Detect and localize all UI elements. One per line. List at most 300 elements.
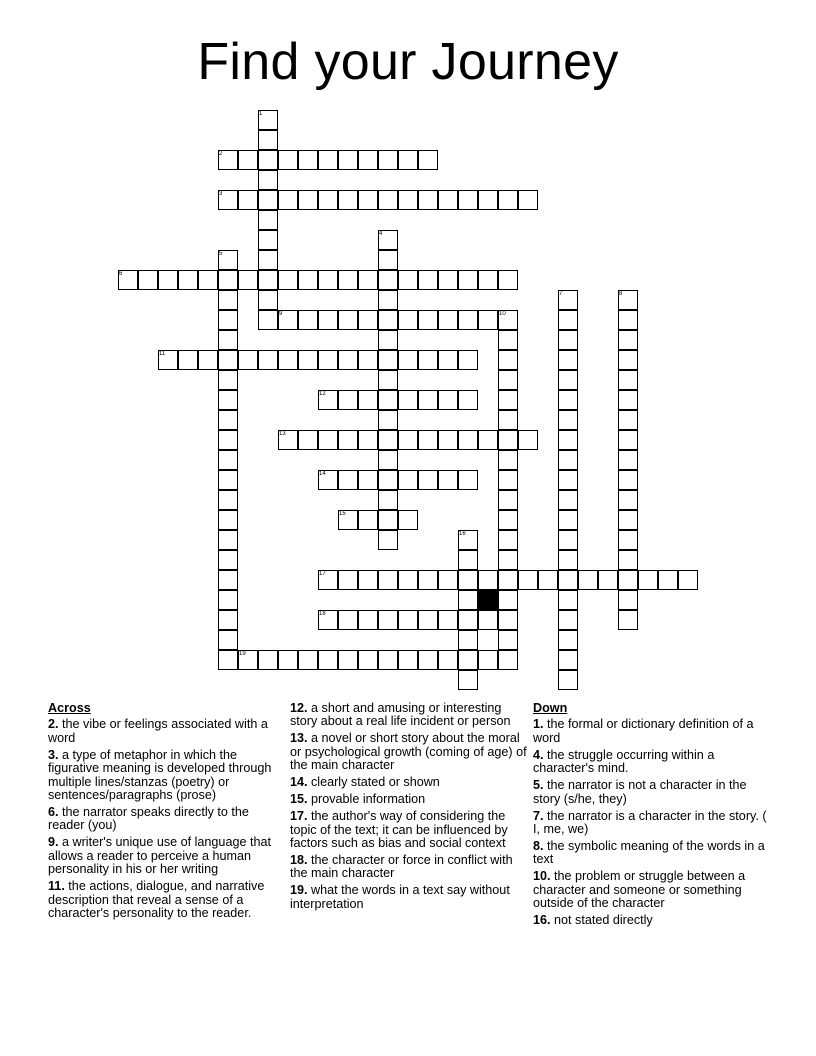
clue-text: the actions, dialogue, and narrative description that reveal a sense of a character's personality to the reader.: [48, 879, 265, 921]
across-clues-column-1: [48, 702, 288, 924]
clue-number: 18.: [290, 853, 308, 868]
crossword-cell[interactable]: [558, 430, 578, 450]
cell-number-3: 3: [219, 191, 223, 197]
crossword-cell[interactable]: [418, 150, 438, 170]
crossword-cell[interactable]: [238, 190, 258, 210]
cell-number-16: 16: [459, 531, 466, 537]
cell-number-10: 10: [499, 311, 506, 317]
crossword-cell[interactable]: [398, 190, 418, 210]
crossword-cell[interactable]: [258, 230, 278, 250]
clue-number: 1.: [533, 717, 544, 732]
crossword-cell[interactable]: [398, 610, 418, 630]
crossword-cell[interactable]: [378, 370, 398, 390]
crossword-cell[interactable]: [558, 650, 578, 670]
cell-number-2: 2: [219, 151, 223, 157]
crossword-cell[interactable]: [318, 270, 338, 290]
crossword-cell[interactable]: [218, 550, 238, 570]
crossword-cell[interactable]: [378, 290, 398, 310]
clue-number: 5.: [533, 778, 544, 793]
crossword-cell[interactable]: [278, 650, 298, 670]
crossword-cell[interactable]: [358, 150, 378, 170]
clue-text: the narrator speaks directly to the reader (you): [48, 805, 249, 833]
crossword-cell[interactable]: [378, 610, 398, 630]
clue-text: the vibe or feelings associated with a word: [48, 717, 268, 745]
crossword-cell[interactable]: [298, 190, 318, 210]
crossword-cell[interactable]: [418, 650, 438, 670]
crossword-cell[interactable]: [218, 630, 238, 650]
crossword-cell[interactable]: [498, 650, 518, 670]
crossword-cell[interactable]: [618, 530, 638, 550]
crossword-cell[interactable]: [218, 510, 238, 530]
clue-text: a novel or short story about the moral or psychological growth (coming of age) of the main character: [290, 731, 527, 773]
crossword-cell[interactable]: [358, 310, 378, 330]
clue-text: the character or force in conflict with the main character: [290, 853, 513, 881]
crossword-cell[interactable]: [498, 610, 518, 630]
crossword-cell[interactable]: [378, 650, 398, 670]
crossword-cell[interactable]: [498, 410, 518, 430]
crossword-cell[interactable]: [458, 570, 478, 590]
crossword-cell[interactable]: [418, 570, 438, 590]
crossword-black-cell: [478, 590, 498, 610]
cell-number-1: 1: [259, 111, 263, 117]
cell-number-15: 15: [339, 511, 346, 517]
clue-number: 8.: [533, 839, 544, 854]
cell-number-7: 7: [559, 291, 563, 297]
down-heading: Down: [533, 701, 568, 715]
crossword-cell[interactable]: [558, 670, 578, 690]
crossword-cell[interactable]: [378, 270, 398, 290]
crossword-cell[interactable]: [458, 390, 478, 410]
crossword-cell[interactable]: [478, 430, 498, 450]
crossword-cell[interactable]: [378, 150, 398, 170]
crossword-cell[interactable]: [298, 650, 318, 670]
crossword-cell[interactable]: [258, 350, 278, 370]
crossword-cell[interactable]: [458, 270, 478, 290]
crossword-cell[interactable]: [618, 590, 638, 610]
cell-number-6: 6: [119, 271, 123, 277]
down-clue-7: [533, 810, 773, 837]
clue-number: 7.: [533, 808, 544, 823]
crossword-cell[interactable]: [478, 190, 498, 210]
clue-number: 10.: [533, 869, 551, 884]
crossword-cell[interactable]: [258, 250, 278, 270]
crossword-cell[interactable]: [458, 190, 478, 210]
crossword-cell[interactable]: [498, 470, 518, 490]
crossword-cell[interactable]: [498, 510, 518, 530]
crossword-cell[interactable]: [218, 310, 238, 330]
crossword-cell[interactable]: [358, 350, 378, 370]
crossword-cell[interactable]: [618, 430, 638, 450]
cell-number-11: 11: [159, 351, 166, 357]
crossword-cell[interactable]: [418, 470, 438, 490]
crossword-cell[interactable]: [358, 430, 378, 450]
crossword-cell[interactable]: [558, 350, 578, 370]
crossword-cell[interactable]: [258, 170, 278, 190]
crossword-cell[interactable]: [618, 470, 638, 490]
crossword-cell[interactable]: [418, 430, 438, 450]
crossword-cell[interactable]: [498, 350, 518, 370]
crossword-cell[interactable]: [358, 610, 378, 630]
crossword-cell[interactable]: [378, 190, 398, 210]
clue-text: the symbolic meaning of the words in a text: [533, 839, 765, 867]
across-clue-9: [48, 836, 288, 876]
crossword-cell[interactable]: [378, 410, 398, 430]
crossword-cell[interactable]: [238, 270, 258, 290]
crossword-cell[interactable]: [518, 570, 538, 590]
crossword-cell[interactable]: [478, 610, 498, 630]
puzzle-title: Find your Journey: [197, 33, 619, 91]
crossword-cell[interactable]: [218, 470, 238, 490]
crossword-cell[interactable]: [378, 310, 398, 330]
crossword-cell[interactable]: [378, 530, 398, 550]
across-clue-18: [290, 854, 530, 881]
across-clue-15: [290, 793, 530, 806]
crossword-cell[interactable]: [458, 610, 478, 630]
crossword-cell[interactable]: [518, 190, 538, 210]
crossword-cell[interactable]: [558, 510, 578, 530]
crossword-cell[interactable]: [218, 290, 238, 310]
crossword-cell[interactable]: [278, 190, 298, 210]
crossword-cell[interactable]: [318, 430, 338, 450]
crossword-cell[interactable]: [218, 610, 238, 630]
crossword-cell[interactable]: [398, 150, 418, 170]
crossword-cell[interactable]: [398, 430, 418, 450]
crossword-cell[interactable]: [278, 150, 298, 170]
crossword-cell[interactable]: [218, 430, 238, 450]
crossword-cell[interactable]: [558, 570, 578, 590]
crossword-cell[interactable]: [478, 570, 498, 590]
clue-number: 3.: [48, 747, 59, 762]
clue-text: clearly stated or shown: [307, 775, 440, 790]
crossword-cell[interactable]: [358, 510, 378, 530]
crossword-cell[interactable]: [418, 610, 438, 630]
clue-number: 13.: [290, 731, 308, 746]
crossword-cell[interactable]: [258, 290, 278, 310]
crossword-cell[interactable]: [498, 370, 518, 390]
crossword-cell[interactable]: [338, 310, 358, 330]
crossword-cell[interactable]: [478, 310, 498, 330]
clue-number: 14.: [290, 775, 308, 790]
crossword-cell[interactable]: [338, 650, 358, 670]
crossword-cell[interactable]: [378, 490, 398, 510]
clue-number: 17.: [290, 809, 308, 824]
crossword-cell[interactable]: [138, 270, 158, 290]
crossword-cell[interactable]: [378, 570, 398, 590]
crossword-cell[interactable]: [298, 430, 318, 450]
crossword-cell[interactable]: [338, 190, 358, 210]
crossword-cell[interactable]: [258, 310, 278, 330]
crossword-cell[interactable]: [198, 350, 218, 370]
crossword-cell[interactable]: [498, 490, 518, 510]
clue-number: 6.: [48, 805, 59, 820]
crossword-cell[interactable]: [498, 390, 518, 410]
crossword-cell[interactable]: [298, 310, 318, 330]
crossword-cell[interactable]: [458, 430, 478, 450]
crossword-cell[interactable]: [338, 270, 358, 290]
clue-text: a writer's unique use of language that allows a reader to perceive a human personality in his or her writing: [48, 835, 271, 877]
crossword-cell[interactable]: [498, 330, 518, 350]
crossword-cell[interactable]: [638, 570, 658, 590]
crossword-cell[interactable]: [378, 350, 398, 370]
crossword-cell[interactable]: [378, 450, 398, 470]
crossword-cell[interactable]: [558, 610, 578, 630]
crossword-cell[interactable]: [338, 390, 358, 410]
crossword-cell[interactable]: [618, 510, 638, 530]
crossword-cell[interactable]: [418, 190, 438, 210]
clue-number: 19.: [290, 883, 308, 898]
crossword-cell[interactable]: [198, 270, 218, 290]
crossword-cell[interactable]: [218, 590, 238, 610]
crossword-cell[interactable]: [218, 270, 238, 290]
down-clue-1: [533, 718, 773, 745]
crossword-cell[interactable]: [558, 590, 578, 610]
crossword-cell[interactable]: [358, 270, 378, 290]
crossword-cell[interactable]: [618, 390, 638, 410]
crossword-cell[interactable]: [258, 150, 278, 170]
crossword-cell[interactable]: [438, 350, 458, 370]
crossword-cell[interactable]: [398, 270, 418, 290]
down-clue-8: [533, 840, 773, 867]
crossword-cell[interactable]: [518, 430, 538, 450]
down-clue-16: [533, 914, 773, 927]
crossword-cell[interactable]: [458, 650, 478, 670]
crossword-cell[interactable]: [398, 350, 418, 370]
crossword-cell[interactable]: [218, 570, 238, 590]
crossword-cell[interactable]: [338, 470, 358, 490]
crossword-cell[interactable]: [218, 370, 238, 390]
crossword-cell[interactable]: [618, 410, 638, 430]
crossword-cell[interactable]: [438, 650, 458, 670]
crossword-cell[interactable]: [318, 190, 338, 210]
crossword-cell[interactable]: [478, 270, 498, 290]
crossword-cell[interactable]: [478, 650, 498, 670]
crossword-cell[interactable]: [338, 610, 358, 630]
crossword-cell[interactable]: [218, 390, 238, 410]
crossword-cell[interactable]: [558, 330, 578, 350]
cell-number-5: 5: [219, 251, 223, 257]
cell-number-13: 13: [279, 431, 286, 437]
crossword-cell[interactable]: [458, 470, 478, 490]
cell-number-14: 14: [319, 471, 326, 477]
crossword-cell[interactable]: [558, 470, 578, 490]
crossword-cell[interactable]: [378, 330, 398, 350]
crossword-cell[interactable]: [498, 550, 518, 570]
clue-text: not stated directly: [550, 913, 653, 928]
crossword-cell[interactable]: [558, 550, 578, 570]
crossword-cell[interactable]: [178, 270, 198, 290]
crossword-cell[interactable]: [298, 270, 318, 290]
crossword-cell[interactable]: [438, 430, 458, 450]
crossword-cell[interactable]: [278, 270, 298, 290]
crossword-cell[interactable]: [338, 350, 358, 370]
down-clues-column: [533, 702, 773, 931]
across-clue-11: [48, 880, 288, 920]
crossword-cell[interactable]: [378, 250, 398, 270]
crossword-cell[interactable]: [378, 430, 398, 450]
crossword-cell[interactable]: [558, 370, 578, 390]
clue-number: 12.: [290, 701, 308, 715]
crossword-cell[interactable]: [498, 570, 518, 590]
crossword-cell[interactable]: [618, 490, 638, 510]
crossword-cell[interactable]: [618, 610, 638, 630]
crossword-cell[interactable]: [258, 210, 278, 230]
crossword-cell[interactable]: [578, 570, 598, 590]
crossword-cell[interactable]: [398, 470, 418, 490]
crossword-cell[interactable]: [498, 590, 518, 610]
clue-number: 15.: [290, 792, 308, 807]
crossword-cell[interactable]: [338, 570, 358, 590]
crossword-cell[interactable]: [438, 570, 458, 590]
crossword-cell[interactable]: [618, 370, 638, 390]
crossword-cell[interactable]: [558, 410, 578, 430]
clue-number: 11.: [48, 879, 65, 894]
crossword-cell[interactable]: [238, 150, 258, 170]
crossword-cell[interactable]: [358, 650, 378, 670]
crossword-cell[interactable]: [318, 650, 338, 670]
cell-number-18: 18: [319, 611, 326, 617]
cell-number-4: 4: [379, 231, 383, 237]
cell-number-8: 8: [619, 291, 623, 297]
crossword-cell[interactable]: [458, 350, 478, 370]
crossword-cell[interactable]: [558, 390, 578, 410]
across-clue-17: [290, 810, 530, 850]
crossword-cell[interactable]: [498, 530, 518, 550]
crossword-cell[interactable]: [378, 470, 398, 490]
crossword-cell[interactable]: [558, 630, 578, 650]
crossword-cell[interactable]: [538, 570, 558, 590]
crossword-cell[interactable]: [558, 310, 578, 330]
crossword-cell[interactable]: [218, 650, 238, 670]
across-clue-2: [48, 718, 288, 745]
clue-text: the problem or struggle between a character and someone or something outside of the character: [533, 869, 746, 911]
down-clue-10: [533, 870, 773, 910]
crossword-cell[interactable]: [278, 350, 298, 370]
clue-text: what the words in a text say without interpretation: [290, 883, 510, 911]
clue-number: 4.: [533, 747, 544, 762]
crossword-cell[interactable]: [458, 630, 478, 650]
crossword-cell[interactable]: [398, 650, 418, 670]
across-clues-column-2: [290, 702, 530, 915]
clue-text: the struggle occurring within a character's mind.: [533, 747, 715, 776]
clue-number: 16.: [533, 913, 551, 928]
crossword-cell[interactable]: [618, 310, 638, 330]
cell-number-19: 19: [239, 651, 246, 657]
crossword-cell[interactable]: [318, 310, 338, 330]
crossword-cell[interactable]: [618, 570, 638, 590]
crossword-cell[interactable]: [318, 350, 338, 370]
crossword-cell[interactable]: [438, 610, 458, 630]
cell-number-9: 9: [279, 311, 283, 317]
across-heading: Across: [48, 701, 91, 715]
clue-text: the author's way of considering the topic of the text; it can be influenced by factors such as bias and social context: [290, 809, 508, 851]
crossword-cell[interactable]: [618, 330, 638, 350]
crossword-cell[interactable]: [558, 450, 578, 470]
crossword-cell[interactable]: [258, 270, 278, 290]
clue-text: a type of metaphor in which the figurative meaning is developed through multiple lines/stanzas (poetry) or sentences/paragraphs (prose): [48, 747, 272, 803]
crossword-cell[interactable]: [358, 570, 378, 590]
crossword-cell[interactable]: [258, 650, 278, 670]
crossword-cell[interactable]: [498, 430, 518, 450]
across-clue-19: [290, 884, 530, 911]
crossword-cell[interactable]: [298, 350, 318, 370]
crossword-cell[interactable]: [218, 530, 238, 550]
crossword-cell[interactable]: [438, 390, 458, 410]
crossword-cell[interactable]: [418, 270, 438, 290]
crossword-cell[interactable]: [438, 310, 458, 330]
across-clue-12: [290, 702, 530, 729]
crossword-cell[interactable]: [618, 550, 638, 570]
crossword-cell[interactable]: [178, 350, 198, 370]
crossword-cell[interactable]: [658, 570, 678, 590]
crossword-cell[interactable]: [258, 190, 278, 210]
crossword-cell[interactable]: [358, 470, 378, 490]
crossword-cell[interactable]: [398, 570, 418, 590]
clue-number: 9.: [48, 835, 59, 850]
cell-number-12: 12: [319, 391, 326, 397]
crossword-cell[interactable]: [458, 550, 478, 570]
crossword-cell[interactable]: [318, 150, 338, 170]
crossword-cell[interactable]: [558, 530, 578, 550]
crossword-cell[interactable]: [398, 310, 418, 330]
crossword-cell[interactable]: [418, 310, 438, 330]
crossword-cell[interactable]: [558, 490, 578, 510]
crossword-cell[interactable]: [218, 490, 238, 510]
cell-number-17: 17: [319, 571, 326, 577]
crossword-cell[interactable]: [398, 390, 418, 410]
crossword-cell[interactable]: [158, 270, 178, 290]
crossword-cell[interactable]: [398, 510, 418, 530]
across-clue-14: [290, 776, 530, 789]
crossword-cell[interactable]: [438, 470, 458, 490]
crossword-cell[interactable]: [458, 670, 478, 690]
clue-text: the narrator is a character in the story. ( I, me, we): [533, 808, 767, 837]
crossword-cell[interactable]: [238, 350, 258, 370]
crossword-cell[interactable]: [598, 570, 618, 590]
crossword-cell[interactable]: [258, 130, 278, 150]
crossword-cell[interactable]: [418, 390, 438, 410]
crossword-cell[interactable]: [298, 150, 318, 170]
across-clue-3: [48, 749, 288, 803]
crossword-cell[interactable]: [618, 450, 638, 470]
crossword-cell[interactable]: [218, 410, 238, 430]
clue-text: the narrator is not a character in the story (s/he, they): [533, 778, 747, 806]
crossword-cell[interactable]: [458, 310, 478, 330]
crossword-cell[interactable]: [338, 150, 358, 170]
crossword-cell[interactable]: [498, 630, 518, 650]
crossword-cell[interactable]: [498, 450, 518, 470]
crossword-cell[interactable]: [438, 190, 458, 210]
crossword-cell[interactable]: [458, 590, 478, 610]
crossword-cell[interactable]: [218, 450, 238, 470]
crossword-cell[interactable]: [678, 570, 698, 590]
crossword-cell[interactable]: [358, 390, 378, 410]
down-clue-5: [533, 779, 773, 806]
crossword-cell[interactable]: [438, 270, 458, 290]
crossword-cell[interactable]: [218, 350, 238, 370]
crossword-cell[interactable]: [378, 390, 398, 410]
across-clue-6: [48, 806, 288, 833]
crossword-cell[interactable]: [418, 350, 438, 370]
crossword-cell[interactable]: [378, 510, 398, 530]
crossword-cell[interactable]: [358, 190, 378, 210]
clue-text: provable information: [307, 792, 426, 807]
crossword-cell[interactable]: [338, 430, 358, 450]
crossword-cell[interactable]: [218, 330, 238, 350]
crossword-cell[interactable]: [618, 350, 638, 370]
across-clue-13: [290, 732, 530, 772]
crossword-cell[interactable]: [498, 270, 518, 290]
crossword-cell[interactable]: [498, 190, 518, 210]
